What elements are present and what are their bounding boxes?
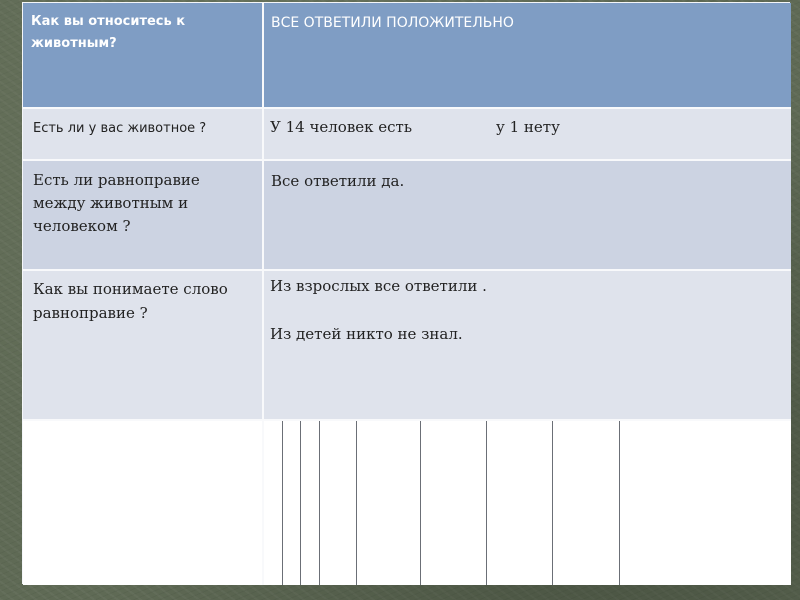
row-3-answer-cell	[263, 271, 791, 419]
grid-line	[356, 421, 357, 585]
header-question-cell	[23, 3, 262, 107]
row-divider	[23, 159, 791, 161]
grid-line	[319, 421, 320, 585]
grid-line	[300, 421, 301, 585]
row-divider	[23, 419, 791, 421]
column-divider	[262, 3, 264, 585]
row-2-question-cell	[23, 161, 262, 269]
row-divider	[23, 107, 791, 109]
grid-line	[552, 421, 553, 585]
grid-line	[282, 421, 283, 585]
row-3-answer-line1: Из взрослых все ответили .	[270, 277, 487, 295]
row-1-answer-cell	[263, 109, 791, 159]
row-2-question-text: Есть ли равноправие между животным и человеком ?	[33, 171, 200, 235]
header-answer-text: ВСЕ ОТВЕТИЛИ ПОЛОЖИТЕЛЬНО	[271, 15, 514, 31]
row-2-answer-text: Все ответили да.	[271, 172, 405, 190]
grid-line	[486, 421, 487, 585]
row-2-answer-cell	[263, 161, 791, 269]
row-1-question-cell	[23, 109, 262, 159]
row-4-question-cell	[23, 421, 262, 585]
row-1-answer-part2: у 1 нету	[496, 118, 560, 136]
row-4-answer-cell	[263, 421, 791, 585]
row-1-question-text: Есть ли у вас животное ?	[33, 121, 207, 136]
survey-table	[22, 2, 790, 584]
header-answer-cell	[263, 3, 791, 107]
row-3-answer-line2: Из детей никто не знал.	[270, 325, 463, 343]
header-question-text: Как вы относитесь к животным?	[31, 14, 186, 51]
row-3-question-text: Как вы понимаете слово равноправие ?	[33, 280, 228, 322]
grid-line	[619, 421, 620, 585]
row-1-answer-part1: У 14 человек есть	[270, 118, 413, 136]
row-divider	[23, 269, 791, 271]
row-3-question-cell	[23, 271, 262, 419]
grid-line	[420, 421, 421, 585]
